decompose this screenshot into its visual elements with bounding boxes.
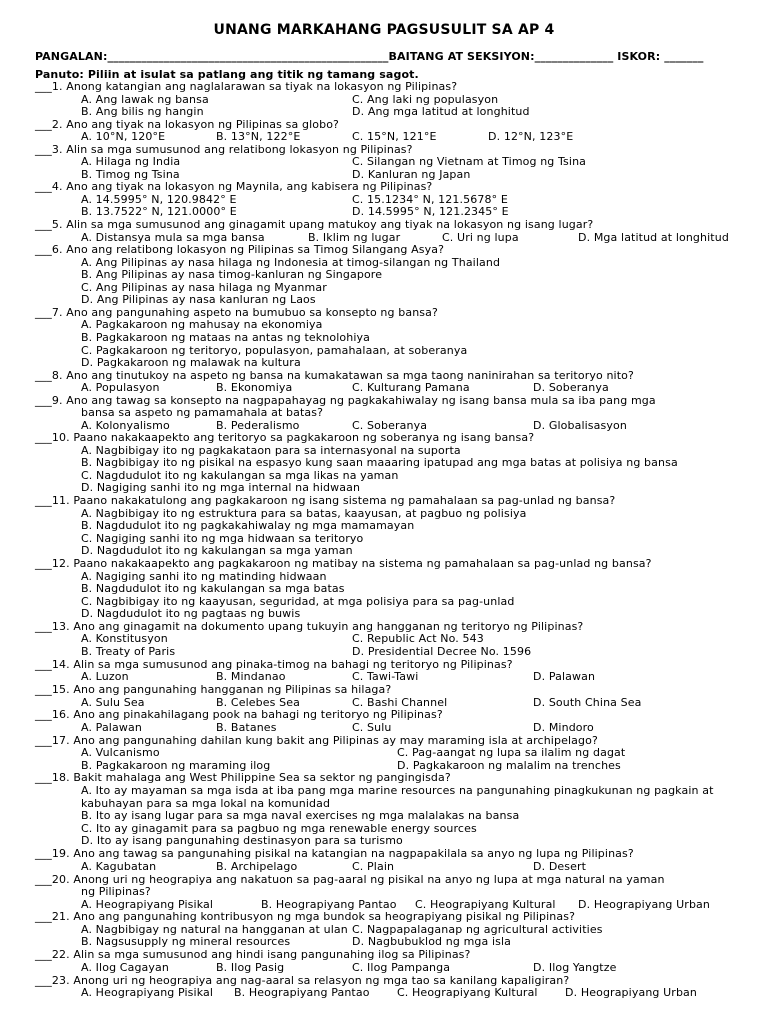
q15-choice-c: C. Bashi Channel (352, 696, 448, 709)
q23-choice-d: D. Heograpiyang Urban (565, 986, 698, 999)
q23-choice-a: A. Heograpiyang Pisikal (81, 986, 214, 999)
q9-choice-a: A. Kolonyalismo (81, 419, 170, 432)
q2-choice-b: B. 13°N, 122°E (216, 130, 301, 143)
q16-choice-c: C. Sulu (352, 721, 392, 734)
q23-choice-b: B. Heograpiyang Pantao (234, 986, 370, 999)
q15-choice-d: D. South China Sea (533, 696, 642, 709)
instruction: Panuto: Piliin at isulat sa patlang ang titik ng tamang sagot. (35, 68, 419, 81)
q2-choice-d: D. 12°N, 123°E (488, 130, 574, 143)
q20-choice-a: A. Heograpiyang Pisikal (81, 898, 214, 911)
q3-choice-d: D. Kanluran ng Japan (352, 168, 471, 181)
question-9-cont: bansa sa aspeto ng pamamahala at batas? (81, 406, 324, 419)
q3-choice-a: A. Hilaga ng India (81, 155, 181, 168)
q20-choice-b: B. Heograpiyang Pantao (261, 898, 397, 911)
q11-choice-b: B. Nagdudulot ito ng pagkakahiwalay ng mga mamamayan (81, 519, 415, 532)
q6-choice-a: A. Ang Pilipinas ay nasa hilaga ng Indonesia at timog-silangan ng Thailand (81, 256, 501, 269)
question-22: ___22. Alin sa mga sumusunod ang hindi isang pangunahing ilog sa Pilipinas? (35, 948, 471, 961)
q4-choice-c: C. 15.1234° N, 121.5678° E (352, 193, 508, 206)
question-14: ___14. Alin sa mga sumusunod ang pinaka-timog na bahagi ng teritoryo ng Pilipinas? (35, 658, 513, 671)
q13-choice-d: D. Presidential Decree No. 1596 (352, 645, 532, 658)
question-21: ___21. Ano ang pangunahing kontribusyon ng mga bundok sa heograpiyang pisikal ng Pilipinas? (35, 910, 576, 923)
q17-choice-d: D. Pagkakaroon ng malalim na trenches (397, 759, 621, 772)
question-20: ___20. Anong uri ng heograpiya ang nakatuon sa pag-aaral ng pisikal na anyo ng lupa at mga natural na yaman (35, 873, 665, 886)
q4-choice-a: A. 14.5995° N, 120.9842° E (81, 193, 237, 206)
q9-choice-c: C. Soberanya (352, 419, 428, 432)
question-17: ___17. Ano ang pangunahing dahilan kung bakit ang Pilipinas ay may maraming isla at archipelago? (35, 734, 598, 747)
question-8: ___8. Ano ang tinutukoy na aspeto ng bansa na kumakatawan sa mga taong naninirahan sa teritoryo nito? (35, 369, 634, 382)
q11-choice-a: A. Nagbibigay ito ng estruktura para sa batas, kaayusan, at pagbuo ng polisiya (81, 507, 527, 520)
q22-choice-d: D. Ilog Yangtze (533, 961, 617, 974)
q17-choice-a: A. Vulcanismo (81, 746, 160, 759)
question-3: ___3. Alin sa mga sumusunod ang relatibong lokasyon ng Pilipinas? (35, 143, 413, 156)
q23-choice-c: C. Heograpiyang Kultural (397, 986, 538, 999)
q19-choice-d: D. Desert (533, 860, 587, 873)
q20-choice-d: D. Heograpiyang Urban (578, 898, 711, 911)
question-9: ___9. Ano ang tawag sa konsepto na nagpapahayag ng pagkakahiwalay ng isang bansa mula sa iba pang mga (35, 394, 656, 407)
q20-choice-c: C. Heograpiyang Kultural (415, 898, 556, 911)
q22-choice-b: B. Ilog Pasig (216, 961, 285, 974)
q2-choice-a: A. 10°N, 120°E (81, 130, 166, 143)
q12-choice-c: C. Nagbibigay ito ng kaayusan, seguridad, at mga polisiya para sa pag-unlad (81, 595, 515, 608)
question-23: ___23. Anong uri ng heograpiya ang nag-aaral sa relasyon ng mga tao sa kanilang kapaligiran? (35, 974, 570, 987)
q10-choice-a: A. Nagbibigay ito ng pagkakataon para sa internasyonal na suporta (81, 444, 461, 457)
q21-choice-c: C. Nagpapalaganap ng agricultural activities (352, 923, 603, 936)
question-11: ___11. Paano nakakatulong ang pagkakaroon ng isang sistema ng pamahalaan sa pag-unlad ng bansa? (35, 494, 616, 507)
q14-choice-b: B. Mindanao (216, 670, 286, 683)
q10-choice-b: B. Nagbibigay ito ng pisikal na espasyo kung saan maaaring ipatupad ang mga batas at polisiya ng bansa (81, 456, 678, 469)
q9-choice-b: B. Pederalismo (216, 419, 300, 432)
q21-choice-d: D. Nagbubuklod ng mga isla (352, 935, 512, 948)
q12-choice-b: B. Nagdudulot ito ng kakulangan sa mga batas (81, 582, 345, 595)
q17-choice-b: B. Pagkakaroon ng maraming ilog (81, 759, 271, 772)
q8-choice-c: C. Kulturang Pamana (352, 381, 470, 394)
q4-choice-b: B. 13.7522° N, 121.0000° E (81, 205, 237, 218)
q4-choice-d: D. 14.5995° N, 121.2345° E (352, 205, 509, 218)
q15-choice-a: A. Sulu Sea (81, 696, 145, 709)
header-line: PANGALAN:__________________________________________________BAITANG AT SEKSIYON:______________ ISKOR: _______ (35, 50, 704, 63)
q18-choice-b: B. Ito ay isang lugar para sa mga naval exercises ng mga malalakas na bansa (81, 809, 520, 822)
q3-choice-c: C. Silangan ng Vietnam at Timog ng Tsina (352, 155, 587, 168)
q6-choice-b: B. Ang Pilipinas ay nasa timog-kanluran ng Singapore (81, 268, 383, 281)
question-18: ___18. Bakit mahalaga ang West Philippine Sea sa sektor ng pangingisda? (35, 771, 451, 784)
q5-choice-a: A. Distansya mula sa mga bansa (81, 231, 265, 244)
q1-choice-b: B. Ang bilis ng hangin (81, 105, 204, 118)
q10-choice-d: D. Nagiging sanhi ito ng mga internal na hidwaan (81, 481, 361, 494)
q18-choice-d: D. Ito ay isang pangunahing destinasyon para sa turismo (81, 834, 403, 847)
q8-choice-a: A. Populasyon (81, 381, 160, 394)
q21-choice-b: B. Nagsusupply ng mineral resources (81, 935, 291, 948)
question-16: ___16. Ano ang pinakahilagang pook na bahagi ng teritoryo ng Pilipinas? (35, 708, 443, 721)
q6-choice-c: C. Ang Pilipinas ay nasa hilaga ng Myanmar (81, 281, 327, 294)
q8-choice-d: D. Soberanya (533, 381, 609, 394)
q8-choice-b: B. Ekonomiya (216, 381, 293, 394)
q18-choice-c: C. Ito ay ginagamit para sa pagbuo ng mga renewable energy sources (81, 822, 477, 835)
q13-choice-c: C. Republic Act No. 543 (352, 632, 484, 645)
question-15: ___15. Ano ang pangunahing hangganan ng Pilipinas sa hilaga? (35, 683, 392, 696)
question-1: ___1. Anong katangian ang naglalarawan sa tiyak na lokasyon ng Pilipinas? (35, 80, 458, 93)
question-5: ___5. Alin sa mga sumusunod ang ginagamit upang matukoy ang tiyak na lokasyon ng isang lugar? (35, 218, 594, 231)
q12-choice-d: D. Nagdudulot ito ng pagtaas ng buwis (81, 607, 301, 620)
q1-choice-d: D. Ang mga latitud at longhitud (352, 105, 530, 118)
q13-choice-b: B. Treaty of Paris (81, 645, 176, 658)
q7-choice-b: B. Pagkakaroon ng mataas na antas ng teknolohiya (81, 331, 371, 344)
q13-choice-a: A. Konstitusyon (81, 632, 168, 645)
q14-choice-d: D. Palawan (533, 670, 596, 683)
q15-choice-b: B. Celebes Sea (216, 696, 300, 709)
question-19: ___19. Ano ang tawag sa pangunahing pisikal na katangian na nagpapakilala sa anyo ng lupa ng Pilipinas? (35, 847, 634, 860)
question-6: ___6. Ano ang relatibong lokasyon ng Pilipinas sa Timog Silangang Asya? (35, 243, 445, 256)
q7-choice-c: C. Pagkakaroon ng teritoryo, populasyon, pamahalaan, at soberanya (81, 344, 468, 357)
q6-choice-d: D. Ang Pilipinas ay nasa kanluran ng Laos (81, 293, 316, 306)
question-13: ___13. Ano ang ginagamit na dokumento upang tukuyin ang hangganan ng teritoryo ng Pilipinas? (35, 620, 584, 633)
question-7: ___7. Ano ang pangunahing aspeto na bumubuo sa konsepto ng bansa? (35, 306, 438, 319)
q19-choice-a: A. Kagubatan (81, 860, 157, 873)
q19-choice-b: B. Archipelago (216, 860, 298, 873)
q10-choice-c: C. Nagdudulot ito ng kakulangan sa mga likas na yaman (81, 469, 399, 482)
q9-choice-d: D. Globalisasyon (533, 419, 627, 432)
q14-choice-c: C. Tawi-Tawi (352, 670, 419, 683)
question-12: ___12. Paano nakakaapekto ang pagkakaroon ng matibay na sistema ng pamahalaan sa pag-unlad ng bansa? (35, 557, 652, 570)
page-title: UNANG MARKAHANG PAGSUSULIT SA AP 4 (213, 22, 555, 38)
q7-choice-d: D. Pagkakaroon ng malawak na kultura (81, 356, 301, 369)
q12-choice-a: A. Nagiging sanhi ito ng matinding hidwaan (81, 570, 327, 583)
q1-choice-c: C. Ang laki ng populasyon (352, 93, 499, 106)
question-2: ___2. Ano ang tiyak na lokasyon ng Pilipinas sa globo? (35, 118, 340, 131)
q1-choice-a: A. Ang lawak ng bansa (81, 93, 209, 106)
question-20-cont: ng Pilipinas? (81, 885, 151, 898)
header-fields (35, 51, 704, 63)
q21-choice-a: A. Nagbibigay ng natural na hangganan at ulan (81, 923, 348, 936)
q16-choice-b: B. Batanes (216, 721, 277, 734)
q22-choice-c: C. Ilog Pampanga (352, 961, 451, 974)
q5-choice-c: C. Uri ng lupa (442, 231, 519, 244)
q16-choice-d: D. Mindoro (533, 721, 594, 734)
q17-choice-c: C. Pag-aangat ng lupa sa ilalim ng dagat (397, 746, 626, 759)
q18-choice-a: A. Ito ay mayaman sa mga isda at iba pang mga marine resources na pangunahing pinagkukunan ng pagkain at (81, 784, 714, 797)
q18-choice-a-cont: kabuhayan para sa mga lokal na komunidad (81, 797, 331, 810)
question-10: ___10. Paano nakakaapekto ang teritoryo sa pagkakaroon ng soberanya ng isang bansa? (35, 431, 535, 444)
q16-choice-a: A. Palawan (81, 721, 142, 734)
q11-choice-c: C. Nagiging sanhi ito ng mga hidwaan sa teritoryo (81, 532, 364, 545)
q3-choice-b: B. Timog ng Tsina (81, 168, 180, 181)
q7-choice-a: A. Pagkakaroon ng mahusay na ekonomiya (81, 318, 323, 331)
q14-choice-a: A. Luzon (81, 670, 129, 683)
q19-choice-c: C. Plain (352, 860, 395, 873)
question-4: ___4. Ano ang tiyak na lokasyon ng Maynila, ang kabisera ng Pilipinas? (35, 180, 433, 193)
q2-choice-c: C. 15°N, 121°E (352, 130, 437, 143)
q5-choice-d: D. Mga latitud at longhitud (578, 231, 729, 244)
q11-choice-d: D. Nagdudulot ito ng kakulangan sa mga yaman (81, 544, 353, 557)
q22-choice-a: A. Ilog Cagayan (81, 961, 170, 974)
q5-choice-b: B. Iklim ng lugar (308, 231, 401, 244)
